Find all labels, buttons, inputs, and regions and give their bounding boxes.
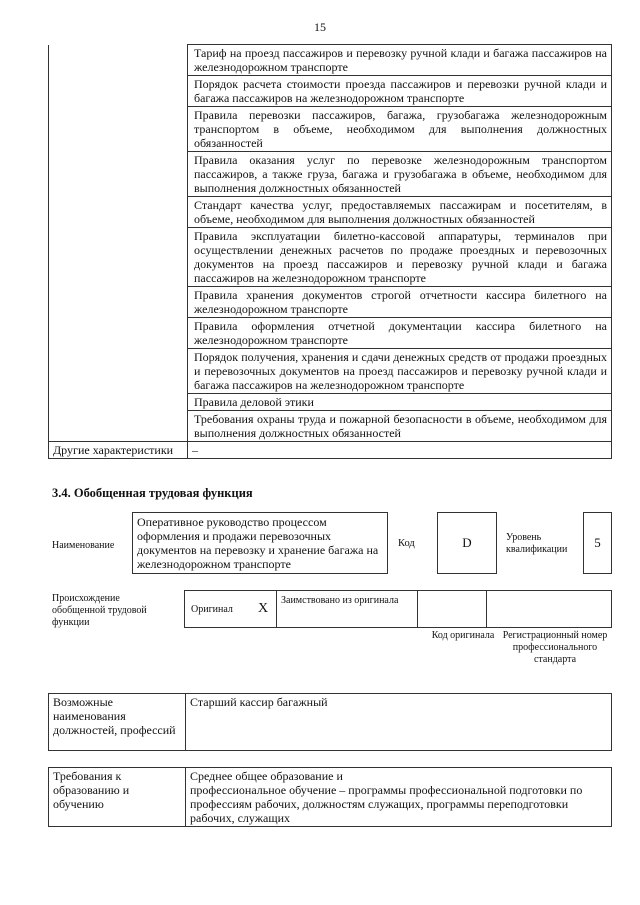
positions-label: Возможные наименования должностей, профессий: [49, 694, 186, 751]
original-mark: X: [250, 591, 277, 628]
function-code-value: D: [437, 512, 497, 574]
education-table: [48, 767, 612, 827]
origin-label: Происхождение обобщенной трудовой функции: [52, 593, 147, 628]
requirement-text: Правила оказания услуг по перевозке железнодорожным транспортом пассажиров, а также груза, багажа и грузобагажа в объеме, необходимом для выполнения должностных обязанностей: [188, 152, 612, 197]
education-label: Требования к образованию и обучению: [49, 768, 186, 827]
function-name-value: Оперативное руководство процессом оформления и продажи перевозочных документов на перевозку и хранение багажа на железнодорожном транспорте: [132, 512, 388, 574]
origin-table: [184, 590, 612, 628]
code-label: Код: [398, 538, 415, 549]
section-heading: 3.4. Обобщенная трудовая функция: [52, 486, 253, 500]
requirement-text: Правила деловой этики: [188, 394, 612, 411]
requirement-text: Тариф на проезд пассажиров и перевозку ручной клади и багажа пассажиров на железнодорожном транспорте: [188, 45, 612, 76]
other-characteristics-label: Другие характеристики: [49, 442, 188, 459]
requirement-text: Порядок получения, хранения и сдачи денежных средств от продажи проездных и перевозочных документов на проезд пассажиров и перевозку ручной клади и багажа пассажиров на железнодорожном транспорте: [188, 349, 612, 394]
original-label: Оригинал: [185, 591, 251, 628]
name-label: Наименование: [52, 540, 115, 551]
registration-number-caption: Регистрационный номер профессионального стандарта: [502, 630, 608, 665]
positions-table: [48, 693, 612, 751]
registration-number-cell: [487, 591, 612, 628]
other-characteristics-value: –: [188, 442, 612, 459]
borrowed-label: Заимствовано из оригинала: [277, 591, 418, 628]
requirement-text: Правила оформления отчетной документации кассира билетного на железнодорожном транспорте: [188, 318, 612, 349]
qualification-level-value: 5: [583, 512, 612, 574]
requirement-text: Требования охраны труда и пожарной безопасности в объеме, необходимом для выполнения должностных обязанностей: [188, 411, 612, 442]
requirement-text: Стандарт качества услуг, предоставляемых пассажирам и посетителям, в объеме, необходимом для выполнения должностных обязанностей: [188, 197, 612, 228]
requirement-text: Правила перевозки пассажиров, багажа, грузобагажа железнодорожным транспортом в объеме, необходимом для выполнения должностных обязанностей: [188, 107, 612, 152]
requirements-table: [48, 44, 612, 459]
positions-value: Старший кассир багажный: [186, 694, 612, 751]
requirements-left-cell: [49, 45, 188, 442]
other-characteristics-row: [49, 442, 612, 459]
requirement-row: [49, 45, 612, 76]
requirement-text: Правила хранения документов строгой отчетности кассира билетного на железнодорожном транспорте: [188, 287, 612, 318]
education-line: профессиональное обучение – программы профессиональной подготовки по профессиям рабочих, должностям служащих, программы переподготовки рабочих, служащих: [190, 783, 583, 825]
requirement-text: Правила эксплуатации билетно-кассовой аппаратуры, терминалов при осуществлении денежных расчетов по продаже проездных и перевозочных документов на проезд пассажиров и перевозку ручной клади и багажа пассажиров на железнодорожном транспорте: [188, 228, 612, 287]
page-number: 15: [314, 20, 326, 34]
education-value: [186, 768, 612, 827]
original-code-cell: [418, 591, 487, 628]
qualification-level-label: Уровень квалификации: [506, 532, 568, 555]
education-line: Среднее общее образование и: [190, 769, 343, 783]
requirement-text: Порядок расчета стоимости проезда пассажиров и перевозки ручной клади и багажа пассажиров на железнодорожном транспорте: [188, 76, 612, 107]
original-code-caption: Код оригинала: [431, 630, 495, 641]
